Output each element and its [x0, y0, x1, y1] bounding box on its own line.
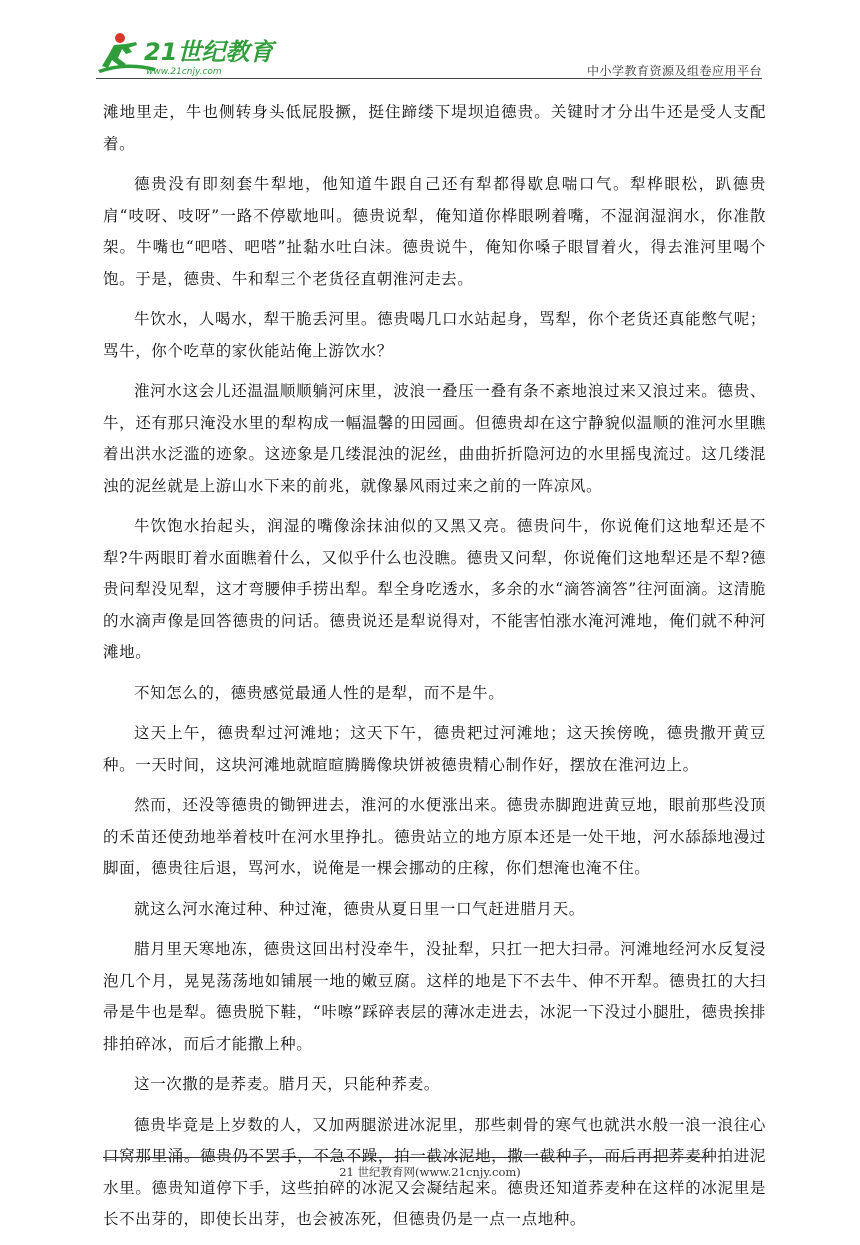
- paragraph: 这天上午，德贵犁过河滩地；这天下午，德贵耙过河滩地；这天挨傍晚，德贵撒开黄豆种。一天时间，这块河滩地就暄暄腾腾像块饼被德贵精心制作好，摆放在淮河边上。: [103, 724, 766, 774]
- article-body: [103, 97, 766, 1245]
- paragraph: 就这么河水淹过种、种过淹，德贵从夏日里一口气赶进腊月天。: [134, 899, 585, 918]
- paragraph: 德贵毕竟是上岁数的人，又加两腿淤进冰泥里，那些刺骨的寒气也就洪水般一浪一浪往心口窝那里涌。德贵仍不罢手，不急不躁，拍一截冰泥地，撒一截种子，而后再把荞麦种拍进泥水里。德贵知道停下手，这些拍碎的冰泥又会凝结起来。德贵还知道荞麦种在这样的冰泥里是长不出芽的，即使长出芽，也会被冻死，但德贵仍是一点一点地种。: [103, 1115, 766, 1228]
- paragraph: 不知怎么的，德贵感觉最通人性的是犁，而不是牛。: [134, 683, 505, 702]
- site-logo[interactable]: [96, 30, 296, 78]
- page-footer[interactable]: 21 世纪教育网(www.21cnjy.com): [339, 1165, 521, 1179]
- header-divider: [96, 78, 762, 79]
- site-name: 中小学教育资源及组卷应用平台: [586, 64, 762, 78]
- paragraph: 牛饮水，人喝水，犁干脆丢河里。德贵喝几口水站起身，骂犁，你个老货还真能憋气呢；骂牛，你个吃草的家伙能站俺上游饮水？: [103, 310, 766, 360]
- paragraph: 滩地里走，牛也侧转身头低屁股撅，挺住蹄缕下堤坝追德贵。关键时才分出牛还是受人支配着。: [103, 103, 766, 153]
- paragraph: 德贵没有即刻套牛犁地，他知道牛跟自己还有犁都得歇息喘口气。犁桦眼松，趴德贵肩“吱呀、吱呀”一路不停歇地叫。德贵说犁，俺知道你桦眼咧着嘴，不湿润湿润水，你准散架。牛嘴也“吧嗒、吧嗒”扯黏水吐白沫。德贵说牛，俺知你嗓子眼冒着火，得去淮河里喝个饱。于是，德贵、牛和犁三个老货径直朝淮河走去。: [103, 175, 766, 288]
- paragraph: 腊月里天寒地冻，德贵这回出村没牵牛，没扯犁，只扛一把大扫帚。河滩地经河水反复浸泡几个月，晃晃荡荡地如铺展一地的嫩豆腐。这样的地是下不去牛、伸不开犁。德贵扛的大扫帚是牛也是犁。德贵脱下鞋，“咔嚓”踩碎表层的薄冰走进去，冰泥一下没过小腿肚，德贵挨排排拍碎冰，而后才能撒上种。: [103, 940, 766, 1053]
- paragraph: 淮河水这会儿还温温顺顺躺河床里，波浪一叠压一叠有条不紊地浪过来又浪过来。德贵、牛，还有那只淹没水里的犁构成一幅温馨的田园画。但德贵却在这宁静貌似温顺的淮河水里瞧着出洪水泛滥的迹象。这迹象是几缕混浊的泥丝，曲曲折折隐河边的水里摇曳流过。这几缕混浊的泥丝就是上游山水下来的前兆，就像暴风雨过来之前的一阵凉风。: [103, 382, 766, 495]
- logo-url: www.21cnjy.com: [146, 67, 222, 77]
- logo-title: 21世纪教育: [144, 38, 274, 66]
- paragraph: 这一次撒的是荞麦。腊月天，只能种荞麦。: [134, 1075, 440, 1093]
- footer-divider: [103, 1157, 707, 1158]
- runner-logo-icon: [96, 30, 296, 78]
- paragraph: 牛饮饱水抬起头，润湿的嘴像涂抹油似的又黑又亮。德贵问牛，你说俺们这地犁还是不犁?牛两眼盯着水面瞧着什么，又似乎什么也没瞧。德贵又问犁，你说俺们这地犁还是不犁?德贵问犁没见犁，这才弯腰伸手捞出犁。犁全身吃透水，多余的水“滴答滴答”往河面滴。这清脆的水滴声像是回答德贵的问话。德贵说还是犁说得对，不能害怕涨水淹河滩地，俺们就不种河滩地。: [103, 517, 766, 661]
- page-header: [96, 30, 762, 80]
- paragraph: 然而，还没等德贵的锄钾进去，淮河的水便涨出来。德贵赤脚跑进黄豆地，眼前那些没顶的禾苗还使劲地举着枝叶在河水里挣扎。德贵站立的地方原本还是一处干地，河水舔舔地漫过脚面，德贵往后退，骂河水，说俺是一棵会挪动的庄稼，你们想淹也淹不住。: [103, 796, 766, 877]
